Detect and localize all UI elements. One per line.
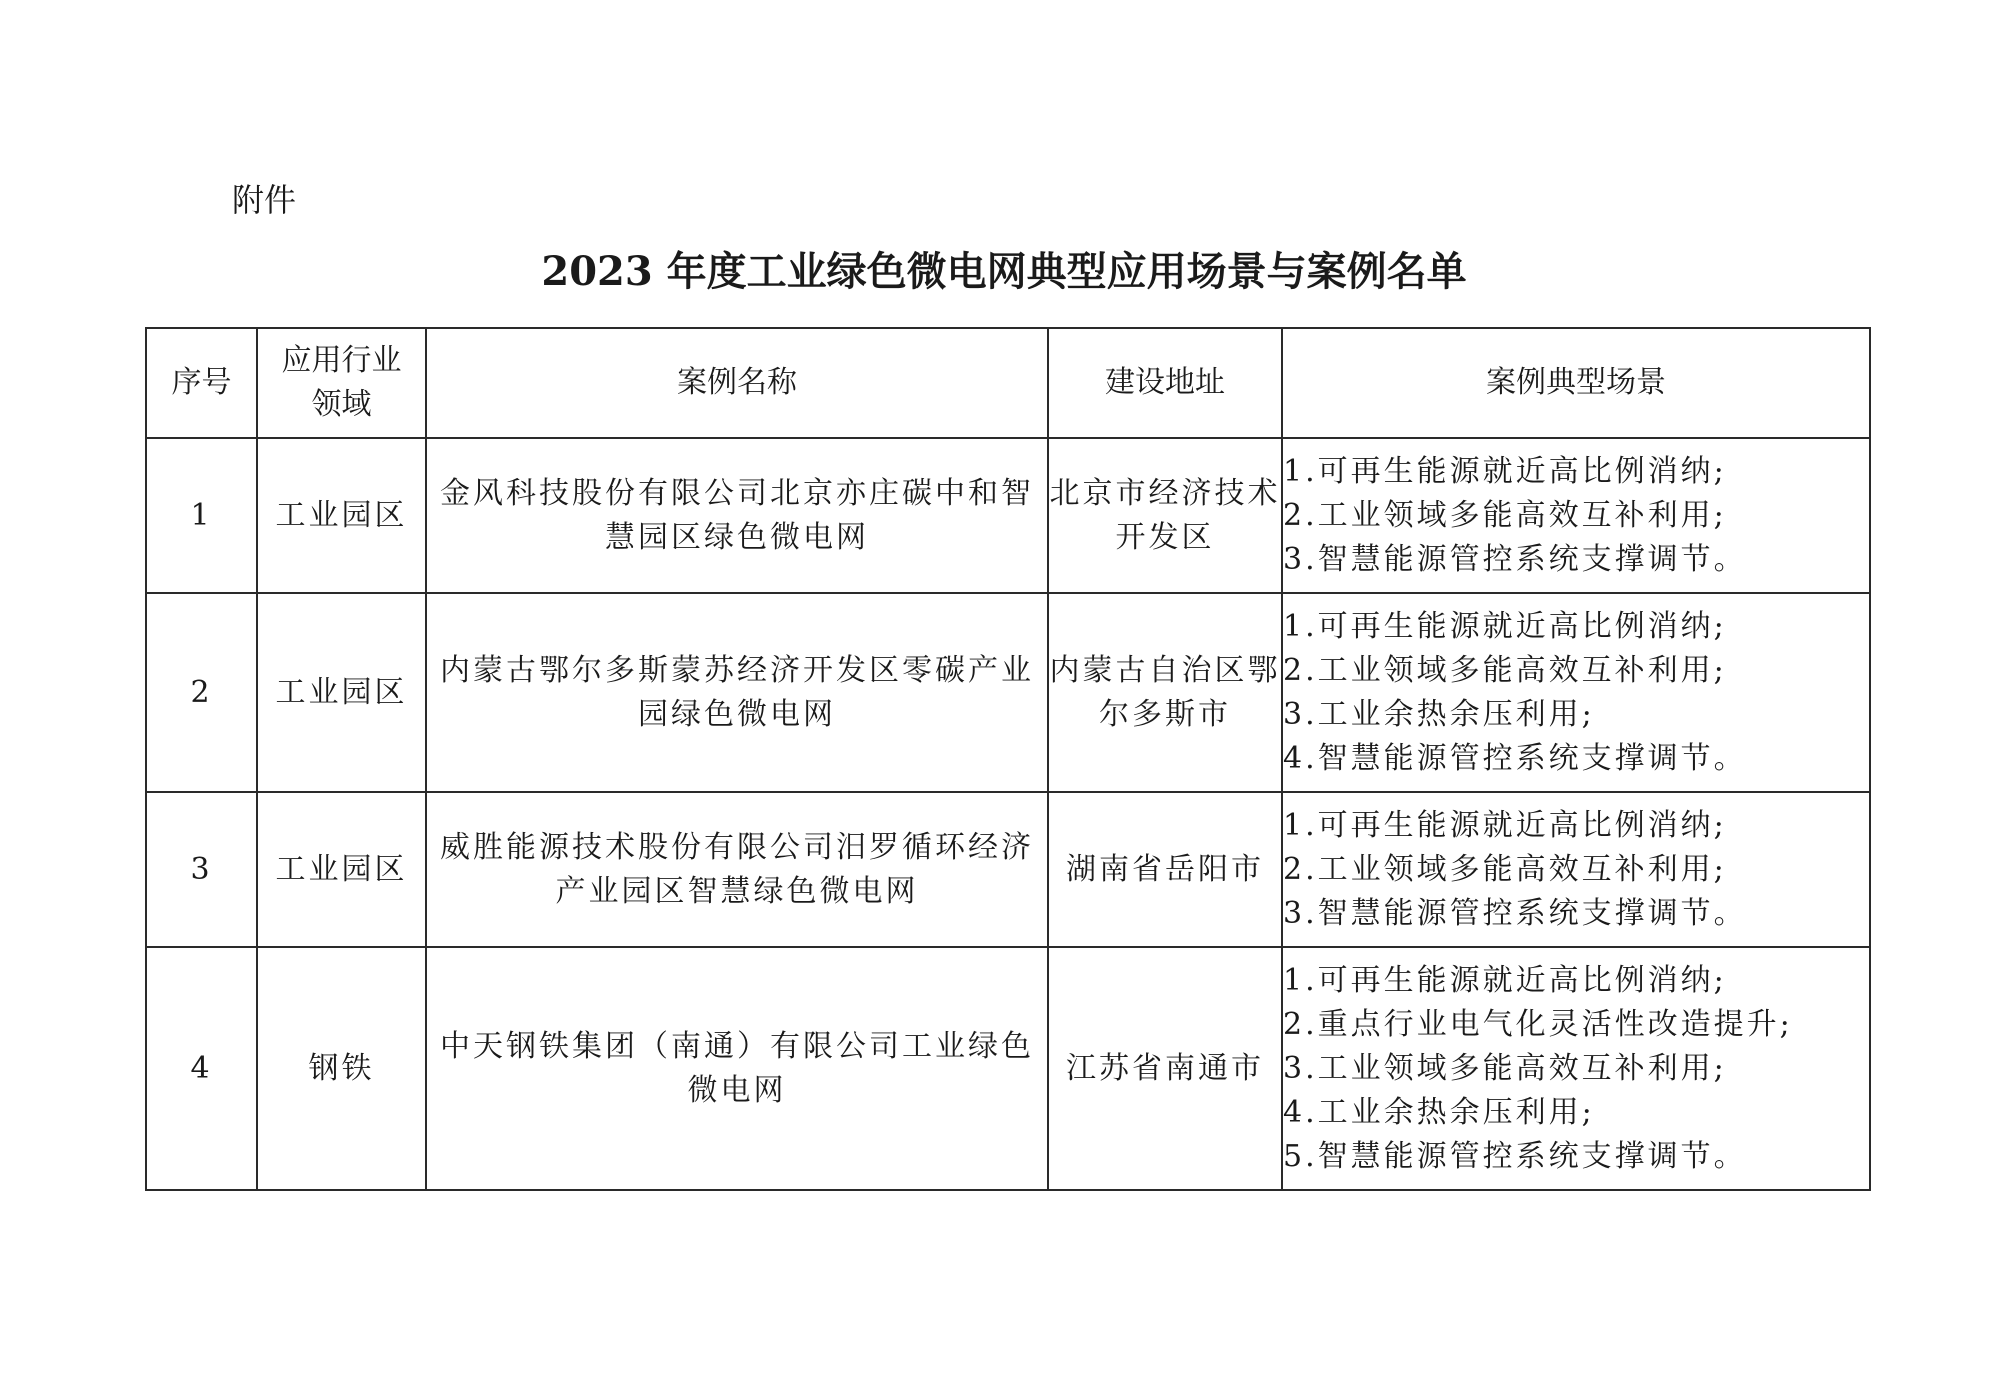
header-scenarios: 案例典型场景	[1282, 328, 1870, 438]
row-location: 湖南省岳阳市	[1048, 792, 1282, 947]
row-num: 1	[146, 438, 257, 593]
table-row	[146, 947, 1870, 1190]
scenario-item: 3.工业余热余压利用;	[1283, 696, 1595, 732]
scenario-item: 2.工业领域多能高效互补利用;	[1283, 652, 1727, 688]
row-num: 4	[146, 947, 257, 1190]
scenario-item: 1.可再生能源就近高比例消纳;	[1283, 608, 1727, 644]
document-title: 2023 年度工业绿色微电网典型应用场景与案例名单	[541, 248, 1467, 295]
scenario-item: 2.工业领域多能高效互补利用;	[1283, 497, 1727, 533]
scenario-item: 3.智慧能源管控系统支撑调节。	[1283, 895, 1747, 931]
row-industry: 工业园区	[257, 593, 426, 792]
table-row	[146, 792, 1870, 947]
scenario-item: 3.智慧能源管控系统支撑调节。	[1283, 541, 1747, 577]
scenario-item: 4.工业余热余压利用;	[1283, 1094, 1595, 1130]
header-industry	[257, 328, 426, 438]
row-scenarios	[1282, 438, 1870, 593]
row-scenarios	[1282, 947, 1870, 1190]
case-list-table	[145, 327, 1871, 1191]
scenario-item: 2.重点行业电气化灵活性改造提升;	[1283, 1006, 1793, 1042]
scenario-item: 1.可再生能源就近高比例消纳;	[1283, 962, 1727, 998]
header-num: 序号	[146, 328, 257, 438]
header-industry-line1: 应用行业	[281, 343, 402, 378]
scenario-item: 5.智慧能源管控系统支撑调节。	[1283, 1138, 1747, 1174]
header-name: 案例名称	[426, 328, 1048, 438]
scenario-item: 2.工业领域多能高效互补利用;	[1283, 851, 1727, 887]
header-location: 建设地址	[1048, 328, 1282, 438]
row-scenarios	[1282, 792, 1870, 947]
row-case-name: 内蒙古鄂尔多斯蒙苏经济开发区零碳产业园绿色微电网	[426, 593, 1048, 792]
row-num: 3	[146, 792, 257, 947]
row-case-name: 中天钢铁集团（南通）有限公司工业绿色微电网	[426, 947, 1048, 1190]
row-industry: 钢铁	[257, 947, 426, 1190]
table-row	[146, 438, 1870, 593]
row-industry: 工业园区	[257, 438, 426, 593]
attachment-label: 附件	[232, 181, 297, 219]
scenario-item: 3.工业领域多能高效互补利用;	[1283, 1050, 1727, 1086]
scenario-item: 1.可再生能源就近高比例消纳;	[1283, 453, 1727, 489]
row-location: 江苏省南通市	[1048, 947, 1282, 1190]
header-industry-line2: 领域	[311, 387, 372, 422]
row-case-name: 威胜能源技术股份有限公司汨罗循环经济产业园区智慧绿色微电网	[426, 792, 1048, 947]
row-location: 内蒙古自治区鄂尔多斯市	[1048, 593, 1282, 792]
row-num: 2	[146, 593, 257, 792]
row-industry: 工业园区	[257, 792, 426, 947]
row-scenarios	[1282, 593, 1870, 792]
row-case-name: 金风科技股份有限公司北京亦庄碳中和智慧园区绿色微电网	[426, 438, 1048, 593]
scenario-item: 1.可再生能源就近高比例消纳;	[1283, 807, 1727, 843]
table-row	[146, 593, 1870, 792]
scenario-item: 4.智慧能源管控系统支撑调节。	[1283, 740, 1747, 776]
row-location: 北京市经济技术开发区	[1048, 438, 1282, 593]
table-header-row	[146, 328, 1870, 438]
